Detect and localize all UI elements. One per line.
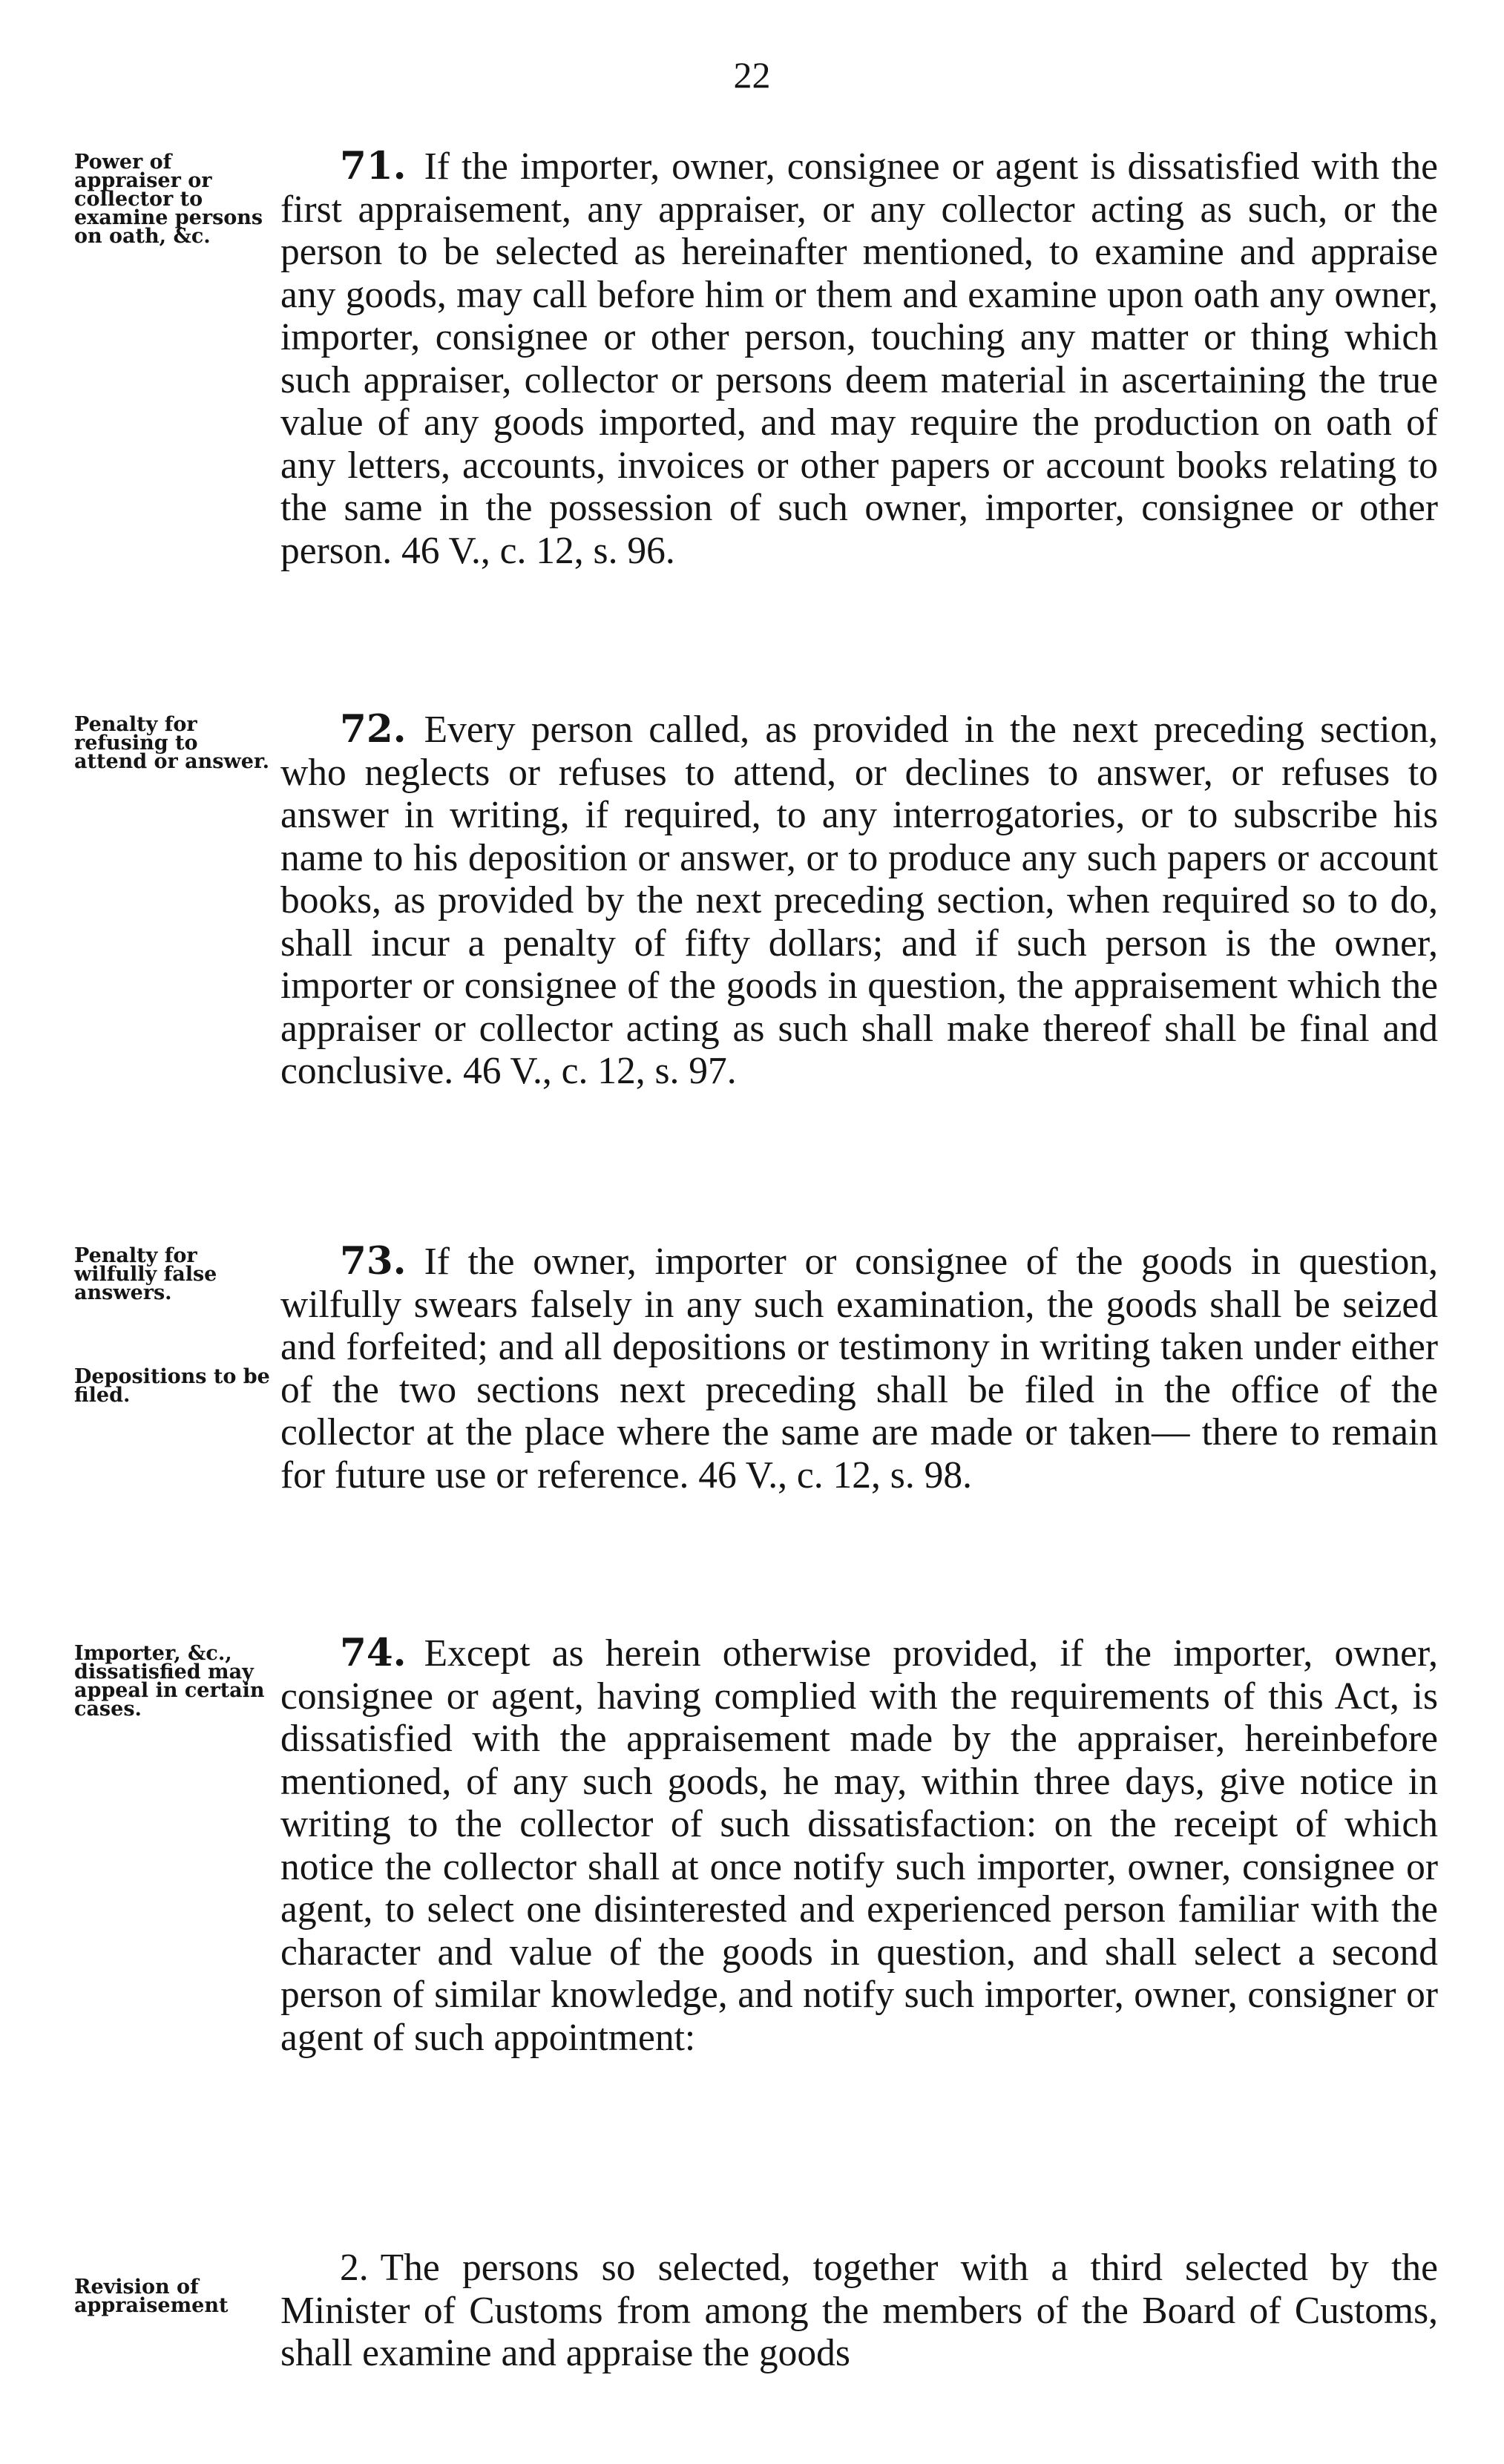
section-74-2-number: 2. xyxy=(340,2247,369,2289)
section-74-2-paragraph xyxy=(280,2247,1438,2375)
section-73-number: 73. xyxy=(340,1239,407,1284)
margin-note-73-penalty: Penalty for wilfully false answers. xyxy=(74,1244,217,1304)
section-72-number: 72. xyxy=(340,707,407,752)
section-73-paragraph xyxy=(280,1241,1438,1497)
section-74-paragraph xyxy=(280,1632,1438,2059)
section-72-paragraph xyxy=(280,709,1438,1093)
section-74 xyxy=(280,1632,1438,2059)
margin-note-71: Power of appraiser or collector to examine persons on oath, &c. xyxy=(74,151,263,248)
section-73 xyxy=(280,1241,1438,1497)
section-71-number: 71. xyxy=(340,144,407,188)
margin-note-72: Penalty for refusing to attend or answer. xyxy=(74,713,270,773)
section-74-number: 74. xyxy=(340,1631,407,1675)
section-73-text: If the owner, importer or consignee of the goods in question, wilfully swears falsely in any such examination, the goods shall be seized and forfeited; and all depositions or testimony in writing taken under either of the two sections next preceding shall be filed in the office of the collector at the place where the same are made or taken— there to remain for future use or reference. 46 V., c. 12, s. 98. xyxy=(280,1241,1438,1497)
section-72-text: Every person called, as provided in the next preceding section, who neglects or refuses to attend, or declines to answer, or refuses to answer in writing, if required, to any interrogatories, or to subscribe his name to his deposition or answer, or to produce any such papers or account books, as provided by the next preceding section, when required so to do, shall incur a penalty of fifty dollars; and if such person is the owner, importer or consignee of the goods in question, the appraisement which the appraiser or collector acting as such shall make thereof shall be final and conclusive. 46 V., c. 12, s. 97. xyxy=(280,709,1438,1092)
section-71-paragraph xyxy=(280,145,1438,572)
margin-note-74-2: Revision of appraisement xyxy=(74,2276,229,2317)
section-74-text: Except as herein otherwise provided, if the importer, owner, consignee or agent, having complied with the requirements of this Act, is dissatisfied with the appraisement made by the appraiser, hereinbefore mentioned, of any such goods, he may, within three days, give notice in writing to the collector of such dissatisfaction: on the receipt of which notice the collector shall at once notify such importer, owner, consignee or agent, to select one disinterested and experienced person familiar with the character and value of the goods in question, and shall select a second person of similar knowledge, and notify such importer, owner, consigner or agent of such appointment: xyxy=(280,1632,1438,2059)
section-74-2-text: The persons so selected, together with a third selected by the Minister of Customs from among the members of the Board of Customs, shall examine and appraise the goods xyxy=(280,2247,1438,2374)
section-71 xyxy=(280,145,1438,572)
margin-note-73-depositions: Depositions to be filed. xyxy=(74,1365,270,1407)
section-74-2 xyxy=(280,2247,1438,2375)
page-number: 22 xyxy=(733,54,771,96)
section-72 xyxy=(280,709,1438,1093)
section-71-text: If the importer, owner, consignee or agent is dissatisfied with the first appraisement, any appraiser, or any collector acting as such, or the person to be selected as hereinafter mentioned, to examine and appraise any goods, may call before him or them and examine upon oath any owner, importer, consignee or other person, touching any matter or thing which such appraiser, collector or persons deem material in ascertaining the true value of any goods imported, and may require the production on oath of any letters, accounts, invoices or other papers or account books relating to the same in the possession of such owner, importer, consignee or other person. 46 V., c. 12, s. 96. xyxy=(280,145,1438,572)
margin-note-74: Importer, &c., dissatisfied may appeal in certain cases. xyxy=(74,1642,265,1721)
